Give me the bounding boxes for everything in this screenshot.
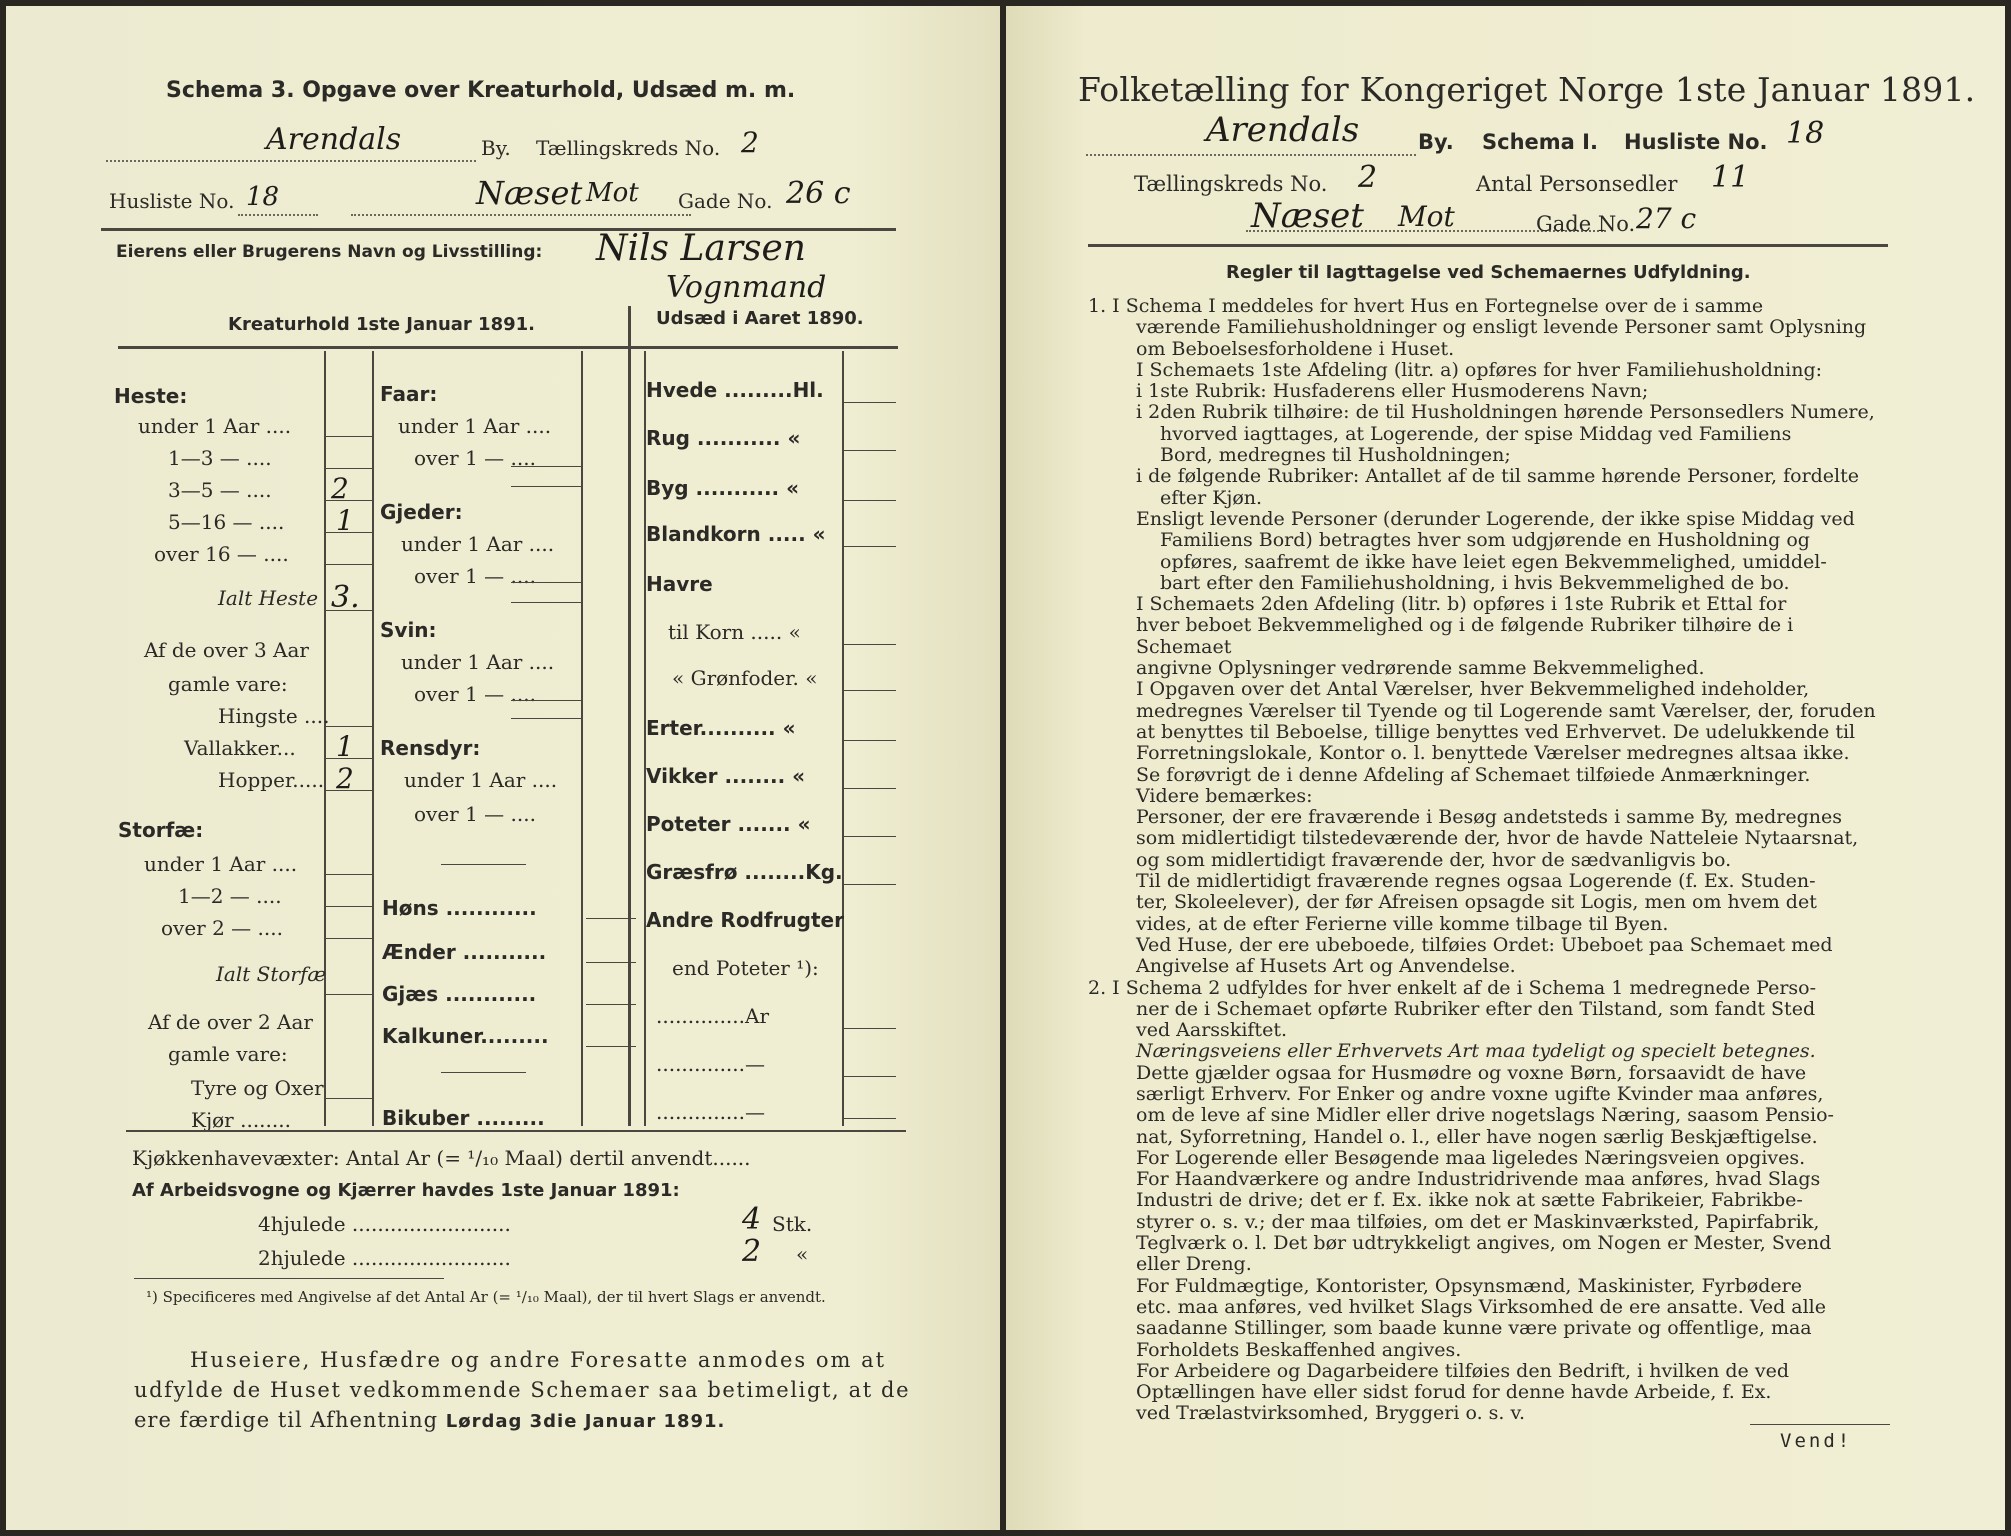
rules-line: Angivelse af Husets Art og Anvendelse. (1136, 955, 1516, 978)
col2-line (511, 700, 581, 701)
rules-line: Familiens Bord) betragtes hver som udgjørende en Husholdning og (1160, 529, 1810, 552)
title-rule (1088, 244, 1888, 247)
closing-line-1: Huseiere, Husfædre og andre Foresatte anmodes om at (190, 1348, 887, 1372)
col1-line (324, 436, 372, 437)
col1-row-9: Hingste .... (218, 704, 330, 728)
vend-rule (1750, 1424, 1890, 1425)
owner-label: Eierens eller Brugerens Navn og Livsstilling: (116, 242, 543, 262)
rules-line: I Schemaets 2den Afdeling (litr. b) opføres i 1ste Rubrik et Ettal for (1136, 593, 1787, 616)
col1-row-7: Af de over 3 Aar (144, 638, 309, 662)
rules-line: og som midlertidigt fraværende der, hvor de sædvanligvis bo. (1136, 848, 1732, 871)
col1-row-15: over 2 — .... (161, 916, 283, 940)
rules-line: For Fuldmægtige, Kontorister, Opsynsmænd, Maskinister, Fyrbødere (1136, 1274, 1802, 1297)
col1-line (324, 790, 372, 791)
rules-line: at benyttes til Beboelse, tillige benyttes ved Erhvervet. De udelukkende til (1136, 720, 1856, 743)
col2-row-16: Bikuber ......... (382, 1106, 545, 1130)
rules-line: i de følgende Rubriker: Antallet af de til samme hørende Personer, fordelte (1136, 465, 1860, 488)
street-handwritten: Næset (476, 174, 583, 212)
col3-line (844, 788, 896, 789)
col3-row-10: Græsfrø ........Kg. (646, 860, 843, 884)
kreatur-header: Kreaturhold 1ste Januar 1891. (228, 314, 535, 335)
col3-line (844, 402, 896, 403)
column-divider-main (628, 306, 631, 1126)
husliste-line (238, 194, 318, 216)
rules-line: Teglværk o. l. Det bør udtrykkeligt angives, om Nogen er Mester, Svend (1136, 1232, 1832, 1255)
rules-line: For Haandværkere og andre Industridrivende maa anføres, hvad Slags (1136, 1168, 1821, 1191)
col1-line (324, 1098, 372, 1099)
rules-line: Bord, medregnes til Husholdningen; (1160, 444, 1511, 467)
col1-row-6: Ialt Heste (218, 586, 319, 610)
col3-line (844, 836, 896, 837)
rules-line: For Arbeidere og Dagarbeidere tilføies den Bedrift, i hvilken de ved (1136, 1359, 1789, 1382)
col3-line (844, 546, 896, 547)
col3-line (844, 450, 896, 451)
col1-row-14: 1—2 — .... (178, 884, 282, 908)
town-handwritten: Arendals (266, 122, 402, 157)
col2-row-12: Høns ............ (382, 896, 537, 920)
fire-hjulede-label: 4hjulede ......................... (258, 1212, 511, 1236)
schema-label: Schema I. (1482, 130, 1598, 154)
rules-line: Forholdets Beskaffenhed angives. (1136, 1338, 1462, 1361)
kjokken-text: Kjøkkenhavevæxter: Antal Ar (= ¹/₁₀ Maal) dertil anvendt...... (132, 1146, 751, 1170)
col3-row-5: til Korn ..... « (668, 620, 801, 644)
rules-line: nat, Syforretning, Handel o. l., eller have nogen særlig Beskjæftigelse. (1136, 1125, 1818, 1148)
col1-row-17: Af de over 2 Aar (148, 1010, 313, 1034)
rules-line: ved Aarsskiftet. (1136, 1019, 1287, 1042)
rules-line: efter Kjøn. (1160, 486, 1263, 509)
rules-line: Optællingen have eller sidst forud for denne havde Arbeide, f. Ex. (1136, 1381, 1772, 1404)
column-divider-2 (581, 351, 583, 1126)
rules-line: i 1ste Rubrik: Husfaderens eller Husmoderens Navn; (1136, 380, 1649, 403)
col1-row-4: 5—16 — .... (168, 510, 285, 534)
rules-line: vides, at de efter Ferierne ville komme tilbage til Byen. (1136, 912, 1669, 935)
udsaed-header: Udsæd i Aaret 1890. (656, 308, 864, 329)
col1-row-5: over 16 — .... (154, 542, 289, 566)
rules-line: etc. maa anføres, ved hvilket Slags Virksomhed de ere ansatte. Ved alle (1136, 1295, 1827, 1318)
rules-line: Forretningslokale, Kontor o. l. benyttede Værelser medregnes altsaa ikke. (1136, 742, 1850, 765)
col1-line (324, 994, 372, 995)
schema-title: Schema 3. Opgave over Kreaturhold, Udsæd m. m. (166, 78, 796, 103)
col1-row-12: Storfæ: (118, 818, 204, 842)
rules-line: ved Trælastvirksomhed, Bryggeri o. s. v. (1136, 1402, 1525, 1425)
col1-value-4: 1 (336, 504, 354, 537)
col2-line (586, 1046, 636, 1047)
col3-row-4: Havre (646, 572, 713, 596)
rules-line: Dette gjælder ogsaa for Husmødre og voxne Børn, forsaavidt de have (1136, 1061, 1807, 1084)
col3-line (844, 1118, 896, 1119)
col1-row-2: 1—3 — .... (168, 446, 272, 470)
col2-line (511, 466, 581, 467)
col3-row-14: ..............— (656, 1052, 766, 1076)
rules-line: særligt Erhverv. For Enker og andre voxne ugifte Kvinder maa anføres, (1136, 1082, 1824, 1105)
rules-line: Til de midlertidigt fraværende regnes ogsaa Logerende (f. Ex. Studen- (1136, 870, 1816, 893)
col2-separator (441, 1072, 526, 1073)
col1-row-10: Vallakker... (184, 736, 296, 760)
rules-line: saadanne Stillinger, som baade kunne være private og offentlige, maa (1136, 1317, 1812, 1340)
antal-label: Antal Personsedler (1476, 172, 1678, 196)
rules-line: Næringsveiens eller Erhvervets Art maa tydeligt og specielt betegnes. (1136, 1040, 1816, 1063)
col1-row-13: under 1 Aar .... (144, 852, 298, 876)
col2-row-8: over 1 — .... (414, 682, 536, 706)
col1-value-11: 2 (336, 762, 354, 795)
col2-row-2: over 1 — .... (414, 446, 536, 470)
col3-row-12: end Poteter ¹): (672, 956, 819, 980)
street-handwritten-2: Mot (1398, 200, 1455, 233)
footnote-rule (134, 1278, 444, 1279)
col1-value-10: 1 (336, 730, 354, 763)
rules-line: Ensligt levende Personer (derunder Logerende, der ikke spise Middag ved (1136, 507, 1855, 530)
rules-line: styrer o. s. v.; der maa tilføies, om det er Maskinværksted, Papirfabrik, (1136, 1210, 1820, 1233)
col1-row-1: under 1 Aar .... (138, 414, 292, 438)
antal-handwritten: 11 (1711, 160, 1750, 195)
col1-row-19: Tyre og Oxer (191, 1076, 324, 1100)
census-title: Folketælling for Kongeriget Norge 1ste Januar 1891. (1078, 70, 1976, 109)
rules-line: Ved Huse, der ere ubeboede, tilføies Ordet: Ubeboet paa Schemaet med (1136, 933, 1833, 956)
gade-label: Gade No. (1536, 212, 1636, 236)
rules-line: ner de i Schemaet opførte Rubriker efter den Tilstand, som fandt Sted (1136, 997, 1816, 1020)
col1-row-20: Kjør ........ (191, 1108, 291, 1132)
col2-separator (441, 864, 526, 865)
col2-row-10: under 1 Aar .... (404, 768, 558, 792)
col1-row-3: 3—5 — .... (168, 478, 272, 502)
col3-row-2: Byg ........... « (646, 476, 800, 500)
col2-row-9: Rensdyr: (380, 736, 481, 760)
rules-title: Regler til Iagttagelse ved Schemaernes Udfyldning. (1226, 262, 1751, 283)
col3-line (844, 1028, 896, 1029)
rules-line: i 2den Rubrik tilhøire: de til Husholdningen hørende Personsedlers Numere, (1136, 401, 1875, 424)
rules-line: For Logerende eller Besøgende maa ligeledes Næringsveien opgives. (1136, 1146, 1806, 1169)
rules-line: hver beboet Bekvemmelighed og i de følgende Rubriker tilhøire de i Schemaet (1136, 614, 1794, 658)
col2-row-11: over 1 — .... (414, 802, 536, 826)
column-divider-1b (372, 351, 374, 1126)
col1-row-11: Hopper..... (218, 768, 325, 792)
col2-row-1: under 1 Aar .... (398, 414, 552, 438)
col1-line (324, 564, 372, 565)
col1-row-16: Ialt Storfæ (216, 962, 327, 986)
rules-line: Videre bemærkes: (1136, 784, 1313, 807)
col3-line (844, 690, 896, 691)
husliste-handwritten: 18 (1786, 116, 1825, 151)
col1-line (324, 468, 372, 469)
rules-line: hvorved iagttages, at Logerende, der spise Middag ved Familiens (1160, 422, 1792, 445)
col1-value-3: 2 (331, 472, 349, 505)
gade-label: Gade No. (678, 189, 773, 213)
husliste-label: Husliste No. (1624, 130, 1768, 154)
col2-line (511, 582, 581, 583)
col2-row-5: over 1 — .... (414, 564, 536, 588)
col2-row-14: Gjæs ............ (382, 982, 537, 1006)
col1-line (324, 610, 372, 611)
rules-text (1088, 296, 1888, 1425)
col3-row-13: ..............Ar (656, 1004, 770, 1028)
owner-handwritten: Nils Larsen (596, 228, 806, 269)
col1-line (324, 874, 372, 875)
gade-handwritten: 27 c (1636, 202, 1697, 235)
col1-value-6: 3. (331, 580, 360, 615)
rules-line: om Beboelsesforholdene i Huset. (1136, 337, 1455, 360)
kreds-handwritten: 2 (1358, 160, 1378, 195)
col1-line (324, 500, 372, 501)
column-divider-4 (842, 351, 844, 1126)
col3-row-3: Blandkorn ..... « (646, 522, 826, 546)
husliste-handwritten: 18 (246, 182, 280, 212)
to-hjulede-label: 2hjulede ......................... (258, 1246, 511, 1270)
col1-row-8: gamle vare: (168, 672, 288, 696)
col3-line (844, 884, 896, 885)
town-handwritten: Arendals (1206, 110, 1360, 150)
col2-line (511, 486, 581, 487)
rules-line: bart efter den Familiehusholdning, i hvis Bekvemmelighed de bo. (1160, 571, 1790, 594)
col1-line (324, 938, 372, 939)
husliste-label: Husliste No. (109, 189, 235, 213)
rules-line: om de leve af sine Midler eller drive nogetslags Næring, saasom Pensio- (1136, 1104, 1834, 1127)
kreds-label: Tællingskreds No. (536, 136, 721, 160)
rules-line: 1. I Schema I meddeles for hvert Hus en Fortegnelse over de i samme (1088, 295, 1764, 317)
rules-line: opføres, saafremt de ikke have leiet egen Bekvemmelighed, umiddel- (1160, 550, 1827, 573)
col3-row-0: Hvede .........Hl. (646, 378, 824, 402)
col1-row-0: Heste: (114, 384, 188, 408)
col3-row-1: Rug ........... « (646, 426, 801, 450)
col1-line (324, 726, 372, 727)
by-label: By. (481, 136, 511, 160)
rules-line: eller Dreng. (1136, 1253, 1252, 1276)
arbeid-text: Af Arbeidsvogne og Kjærrer havdes 1ste Januar 1891: (132, 1180, 680, 1201)
closing-line-2: udfylde de Huset vedkommende Schemaer saa betimeligt, at de (134, 1378, 911, 1402)
col2-line (511, 718, 581, 719)
col2-row-0: Faar: (380, 382, 438, 406)
gade-handwritten: 26 c (786, 176, 851, 211)
kreds-handwritten: 2 (741, 126, 759, 159)
col1-line (324, 532, 372, 533)
col3-line (844, 740, 896, 741)
rules-line: Personer, der ere fraværende i Besøg andetsteds i samme By, medregnes (1136, 806, 1842, 829)
occupation-handwritten: Vognmand (666, 270, 827, 305)
to-hjulede-mark: « (796, 1242, 809, 1266)
closing-line-3: ere færdige til Afhentning Lørdag 3die Januar 1891. (134, 1408, 726, 1432)
col3-line (844, 1076, 896, 1077)
street-handwritten-2: Mot (586, 178, 639, 208)
left-page (6, 6, 1000, 1530)
col2-row-7: under 1 Aar .... (401, 650, 555, 674)
col2-line (586, 918, 636, 919)
col2-line (586, 1004, 636, 1005)
col1-line (324, 906, 372, 907)
rules-line: Industri de drive; det er f. Ex. ikke nok at sætte Fabrikeier, Fabrikbe- (1136, 1189, 1803, 1212)
vend-label: Vend! (1780, 1430, 1853, 1452)
col2-line (511, 602, 581, 603)
col1-line (324, 758, 372, 759)
col3-row-9: Poteter ....... « (646, 812, 811, 836)
col3-row-6: « Grønfoder. « (672, 666, 818, 690)
street-handwritten: Næset (1251, 196, 1364, 236)
fire-hjulede-handwritten: 4 (742, 1202, 762, 1237)
rules-line: medregnes Værelser til Tyende og til Logerende samt Værelser, der, foruden (1136, 699, 1876, 722)
table-bottom-rule (126, 1130, 906, 1132)
stk-label: Stk. (772, 1212, 813, 1236)
col2-row-15: Kalkuner......... (382, 1024, 549, 1048)
rules-line: 2. I Schema 2 udfyldes for hver enkelt af de i Schema 1 medregnede Perso- (1088, 976, 1817, 999)
col3-line (844, 500, 896, 501)
kreds-label: Tællingskreds No. (1134, 172, 1328, 196)
rules-line: I Opgaven over det Antal Værelser, hver Bekvemmelighed indeholder, (1136, 678, 1810, 701)
col2-row-13: Ænder ........... (382, 940, 547, 964)
right-page (1006, 6, 2005, 1530)
col3-row-15: ..............— (656, 1100, 766, 1124)
table-top-rule (118, 346, 898, 349)
col2-row-3: Gjeder: (380, 500, 463, 524)
by-label: By. (1418, 130, 1454, 154)
col3-row-7: Erter.......... « (646, 716, 796, 740)
col2-line (586, 962, 636, 963)
rules-line: angivne Oplysninger vedrørende samme Bekvemmelighed. (1136, 657, 1705, 680)
to-hjulede-handwritten: 2 (742, 1234, 762, 1269)
col3-row-8: Vikker ........ « (646, 764, 806, 788)
rules-line: som midlertidigt tilstedeværende der, hvor de havde Natteleie Nytaarsnat, (1136, 827, 1859, 850)
col1-row-18: gamle vare: (168, 1042, 288, 1066)
col2-row-6: Svin: (380, 618, 437, 642)
col3-line (844, 644, 896, 645)
col3-row-11: Andre Rodfrugter (646, 908, 844, 932)
col2-row-4: under 1 Aar .... (401, 532, 555, 556)
footnote: ¹) Specificeres med Angivelse af det Antal Ar (= ¹/₁₀ Maal), der til hvert Slags er anvendt. (146, 1288, 826, 1306)
rules-line: Se forøvrigt de i denne Afdeling af Schemaet tilføiede Anmærkninger. (1136, 763, 1811, 786)
rules-line: værende Familiehusholdninger og ensligt levende Personer samt Oplysning (1136, 316, 1867, 339)
rules-line: ter, Skoleelever), der før Afreisen opsagde sit Logis, men om hvem det (1136, 891, 1817, 914)
rules-line: I Schemaets 1ste Afdeling (litr. a) opføres for hver Familiehusholdning: (1136, 358, 1823, 381)
